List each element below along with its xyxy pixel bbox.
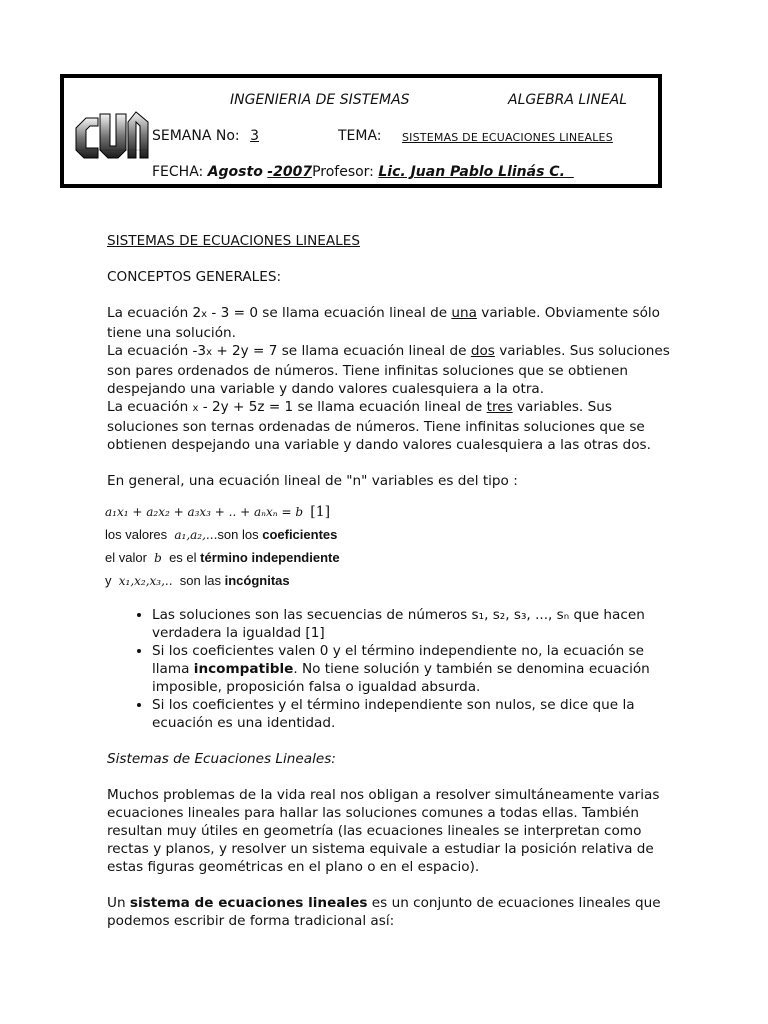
document-header <box>60 74 662 188</box>
main-title: SISTEMAS DE ECUACIONES LINEALES <box>107 233 360 249</box>
formula-coeficientes: los valores a₁,a₂,...son los coeficientes <box>105 527 338 542</box>
fecha-profesor-line <box>152 164 574 180</box>
fecha-label: FECHA: <box>152 164 204 180</box>
formula-incognitas: y x₁,x₂,x₃,.. son las incógnitas <box>105 573 290 588</box>
fecha-year: -2007 <box>267 164 313 180</box>
semana-value: 3 <box>250 128 260 144</box>
paragraph-dos-variables: La ecuación -3x + 2y = 7 se llama ecuación lineal de dos variables. Sus soluciones son pares ordenados de números. Tiene infinitas soluciones que se obtienen despejando una variable y dando valores cualesquiera a la otra. <box>107 343 670 397</box>
list-item: • Si los coeficientes y el término independiente son nulos, se dice que la ecuación es una identidad. <box>152 696 677 732</box>
formula-equation: a₁x₁ + a₂x₂ + a₃x₃ + .. + aₙxₙ = b [1] <box>105 504 331 520</box>
formula-termino: el valor b es el término independiente <box>105 550 340 565</box>
section-sistemas: Sistemas de Ecuaciones Lineales: <box>107 751 336 767</box>
section-conceptos: CONCEPTOS GENERALES: <box>107 269 282 285</box>
profesor-label: Profesor: <box>312 164 374 180</box>
subject-title: ALGEBRA LINEAL <box>508 92 628 108</box>
profesor-name: Lic. Juan Pablo Llinás C. <box>378 164 565 180</box>
cun-logo <box>72 104 152 160</box>
list-item: • Las soluciones son las secuencias de números s₁, s₂, s₃, ..., sₙ que hacen verdadera la igualdad [1] <box>152 606 677 642</box>
paragraph-tres-variables: La ecuación x - 2y + 5z = 1 se llama ecuación lineal de tres variables. Sus soluciones son ternas ordenadas de números. Tiene infinitas soluciones que se obtienen despejando una variable y dando valores cualesquiera a las otras dos. <box>107 399 651 453</box>
fecha-month: Agosto <box>207 164 263 180</box>
paragraph-definicion: Un sistema de ecuaciones lineales es un conjunto de ecuaciones lineales que podemos escribir de forma tradicional así: <box>107 895 661 929</box>
paragraph-una-variable: La ecuación 2x - 3 = 0 se llama ecuación lineal de una variable. Obviamente sólo tiene una solución. <box>107 305 660 341</box>
institution-title: INGENIERIA DE SISTEMAS <box>230 92 410 108</box>
semana-field <box>152 128 259 144</box>
semana-label: SEMANA No: <box>152 128 240 144</box>
properties-list <box>107 606 677 732</box>
paragraph-problemas: Muchos problemas de la vida real nos obligan a resolver simultáneamente varias ecuaciones lineales para hallar las soluciones comunes a todas ellas. También resultan muy útiles en geometría (las ecuaciones lineales se interpretan como rectas y planos, y resolver un sistema equivale a estudiar la posición relativa de estas figuras geométricas en el plano o en el espacio). <box>107 787 660 875</box>
paragraph-general: En general, una ecuación lineal de "n" variables es del tipo : <box>107 473 518 489</box>
tema-value: SISTEMAS DE ECUACIONES LINEALES <box>402 131 613 144</box>
tema-label: TEMA: <box>338 128 382 144</box>
list-item: • Si los coeficientes valen 0 y el término independiente no, la ecuación se llama incompatible. No tiene solución y también se denomina ecuación imposible, proposición falsa o igualdad absurda. <box>152 642 677 696</box>
formula-block <box>105 500 677 592</box>
document-body <box>107 232 677 930</box>
